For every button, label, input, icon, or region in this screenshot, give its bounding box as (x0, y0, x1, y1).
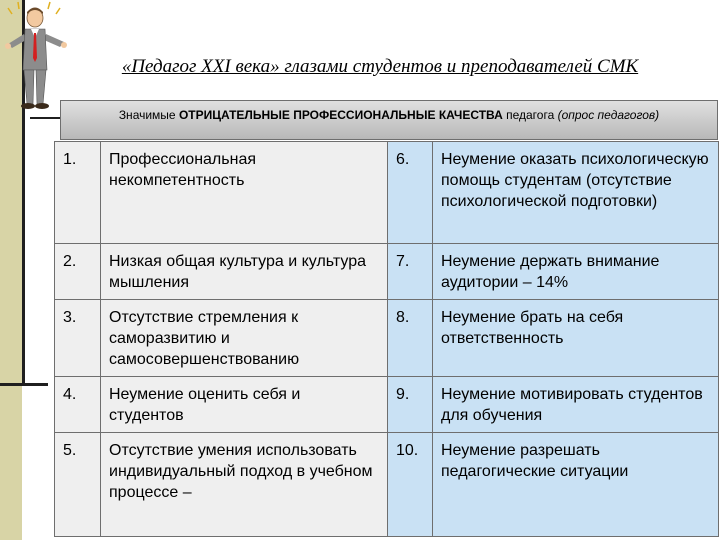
quality-text: Неумение разрешать педагогические ситуации (433, 433, 719, 537)
row-number: 8. (388, 300, 433, 377)
quality-text: Неумение мотивировать студентов для обучения (433, 377, 719, 433)
table-row (55, 142, 719, 244)
qualities-table (54, 141, 719, 537)
quality-text: Низкая общая культура и культура мышления (101, 244, 388, 300)
row-number: 3. (55, 300, 101, 377)
slide-title: «Педагог XXI века» глазами студентов и преподавателей СМК (121, 56, 639, 77)
quality-text: Профессиональная некомпетентность (101, 142, 388, 244)
row-number: 9. (388, 377, 433, 433)
row-number: 10. (388, 433, 433, 537)
table-row (55, 300, 719, 377)
row-number: 4. (55, 377, 101, 433)
quality-text: Неумение оценить себя и студентов (101, 377, 388, 433)
table-row (55, 433, 719, 537)
quality-text: Отсутствие стремления к саморазвитию и самосовершенствованию (101, 300, 388, 377)
header-italic-note: (опрос педагогов) (557, 108, 660, 122)
row-number: 5. (55, 433, 101, 537)
header-bold-text: ОТРИЦАТЕЛЬНЫЕ ПРОФЕССИОНАЛЬНЫЕ КАЧЕСТВА (178, 108, 503, 122)
table-row (55, 244, 719, 300)
row-number: 6. (388, 142, 433, 244)
header-mid: педагога (502, 108, 558, 122)
row-number: 7. (388, 244, 433, 300)
header-accent-rule (30, 117, 60, 119)
row-number: 2. (55, 244, 101, 300)
quality-text: Неумение держать внимание аудитории – 14% (433, 244, 719, 300)
table-header (60, 100, 718, 140)
table-row (55, 377, 719, 433)
quality-text: Неумение брать на себя ответственность (433, 300, 719, 377)
quality-text: Отсутствие умения использовать индивидуальный подход в учебном процессе – (101, 433, 388, 537)
left-horizontal-rule (0, 383, 48, 386)
header-prefix: Значимые (118, 108, 179, 122)
quality-text: Неумение оказать психологическую помощь студентам (отсутствие психологической подготовки) (433, 142, 719, 244)
row-number: 1. (55, 142, 101, 244)
